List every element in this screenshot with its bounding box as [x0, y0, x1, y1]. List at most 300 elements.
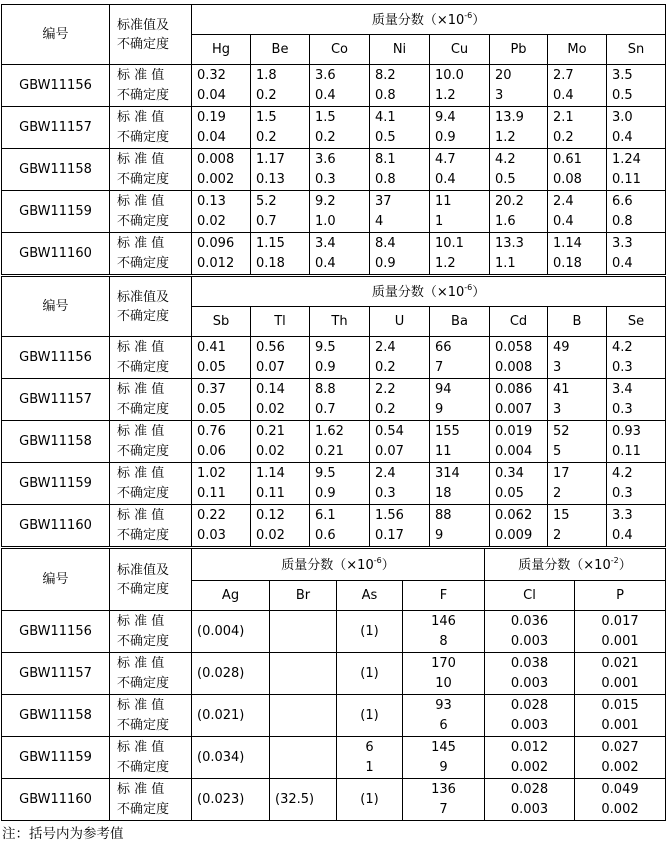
uncertainty-value: 0.002 [601, 759, 639, 775]
sample-id: GBW11159 [2, 463, 110, 505]
value-cell [430, 337, 490, 379]
uncertainty-label: 不确定度 [117, 527, 170, 543]
ag-value: (0.034) [192, 737, 270, 779]
std-value: 0.012 [510, 739, 549, 755]
std-value: 15 [553, 507, 570, 523]
table-row [2, 611, 666, 653]
std-value: 0.37 [197, 381, 226, 397]
uncertainty-label: 不确定度 [117, 255, 170, 271]
element-header: Cl [485, 581, 575, 611]
uncertainty-value: 0.02 [256, 527, 285, 543]
uncertainty-value: 9 [435, 401, 444, 417]
uncertainty-value: 0.7 [315, 401, 336, 417]
table-row [2, 505, 666, 547]
value-cell [370, 505, 430, 547]
element-header: As [337, 581, 403, 611]
value-cell [607, 463, 666, 505]
std-value: 37 [375, 193, 392, 209]
value-cell [192, 463, 251, 505]
uncertainty-value: 0.003 [510, 801, 549, 817]
uncertainty-value: 0.2 [315, 129, 336, 145]
uncertainty-label: 不确定度 [117, 171, 170, 187]
std-value: 4.1 [375, 109, 396, 125]
uncertainty-value: 0.05 [197, 401, 226, 417]
value-cell [310, 463, 370, 505]
uncertainty-label: 不确定度 [117, 633, 170, 649]
std-value: 13.9 [495, 109, 524, 125]
uncertainty-value: 1 [435, 213, 444, 229]
std-value: 94 [435, 381, 452, 397]
std-value: 145 [431, 739, 456, 755]
br-value [270, 653, 337, 695]
sample-id: GBW11158 [2, 421, 110, 463]
std-value: 4.2 [612, 339, 633, 355]
value-cell [251, 421, 310, 463]
as-value-cell [337, 695, 403, 737]
sample-id: GBW11156 [2, 611, 110, 653]
std-value: 136 [431, 781, 456, 797]
sample-id: GBW11157 [2, 379, 110, 421]
uncertainty-value: 1.1 [495, 255, 516, 271]
uncertainty-value: 0.4 [612, 129, 633, 145]
uncertainty-value: 0.11 [612, 443, 641, 459]
cl-value-cell [485, 653, 575, 695]
table-1-body [2, 65, 666, 275]
uncertainty-value: 0.8 [612, 213, 633, 229]
value-cell [310, 233, 370, 275]
sample-id: GBW11156 [2, 65, 110, 107]
id-column-header: 编号 [2, 5, 110, 65]
std-value: 3.3 [612, 235, 633, 251]
value-cell [430, 421, 490, 463]
uncertainty-value: 0.08 [553, 171, 582, 187]
uncertainty-value: 0.002 [510, 759, 549, 775]
std-unc-label [110, 505, 192, 547]
value-cell [370, 379, 430, 421]
as-value-cell [337, 779, 403, 821]
id-column-header: 编号 [2, 549, 110, 611]
element-table-3 [1, 548, 666, 821]
uncertainty-value: 0.001 [601, 717, 639, 733]
uncertainty-value: 0.17 [375, 527, 404, 543]
std-value-label: 标 准 值 [117, 67, 165, 83]
uncertainty-value: 0.3 [612, 485, 633, 501]
std-value: 1.62 [315, 423, 344, 439]
uncertainty-value: 0.007 [495, 401, 533, 417]
uncertainty-value: 0.8 [375, 87, 396, 103]
uncertainty-label: 不确定度 [117, 675, 170, 691]
std-value: 0.13 [197, 193, 226, 209]
std-value: 11 [435, 193, 452, 209]
std-value: 2.4 [553, 193, 574, 209]
uncertainty-value: 0.4 [553, 213, 574, 229]
uncertainty-value: 0.18 [256, 255, 285, 271]
uncertainty-value: 0.003 [510, 633, 549, 649]
std-value: 1.56 [375, 507, 404, 523]
std-value-label: 标 准 值 [117, 109, 165, 125]
uncertainty-value: 0.9 [375, 255, 396, 271]
uncertainty-value: 1.2 [435, 87, 456, 103]
element-header: Mo [548, 35, 607, 65]
element-header: Ba [430, 307, 490, 337]
std-value: 0.19 [197, 109, 226, 125]
as-value-cell [337, 611, 403, 653]
value-cell [548, 463, 607, 505]
sample-id: GBW11160 [2, 233, 110, 275]
uncertainty-value: 0.002 [197, 171, 235, 187]
uncertainty-value: 0.002 [601, 801, 639, 817]
std-value: 3.6 [315, 151, 336, 167]
std-value: 4.2 [495, 151, 516, 167]
uncertainty-value: 9 [439, 759, 448, 775]
table-row [2, 695, 666, 737]
element-table-2 [1, 276, 666, 547]
std-value: 0.028 [510, 697, 549, 713]
std-value: 0.41 [197, 339, 226, 355]
uncertainty-value: 0.11 [612, 171, 641, 187]
as-std-value: 6 [365, 739, 374, 755]
std-value: 6.1 [315, 507, 336, 523]
std-value: 0.058 [495, 339, 533, 355]
value-cell [192, 379, 251, 421]
std-value: 1.5 [256, 109, 277, 125]
std-value: 0.019 [495, 423, 533, 439]
sample-id: GBW11158 [2, 695, 110, 737]
element-header: Cu [430, 35, 490, 65]
std-value: 0.56 [256, 339, 285, 355]
std-value: 2.1 [553, 109, 574, 125]
value-cell [548, 379, 607, 421]
std-unc-column-header: 标准值及 不确定度 [110, 549, 192, 611]
uncertainty-value: 0.003 [510, 717, 549, 733]
uncertainty-label: 不确定度 [117, 717, 170, 733]
std-unc-label [110, 653, 192, 695]
element-header: P [575, 581, 666, 611]
cl-value-cell [485, 695, 575, 737]
std-value: 9.4 [435, 109, 456, 125]
element-header: Co [310, 35, 370, 65]
uncertainty-value: 4 [375, 213, 384, 229]
uncertainty-value: 0.4 [612, 527, 633, 543]
value-cell [370, 107, 430, 149]
std-value: 8.2 [375, 67, 396, 83]
std-value: 66 [435, 339, 452, 355]
std-value: 2.7 [553, 67, 574, 83]
value-cell [490, 191, 548, 233]
uncertainty-value: 0.5 [375, 129, 396, 145]
br-value [270, 611, 337, 653]
value-cell [192, 233, 251, 275]
std-value: 170 [431, 655, 456, 671]
std-value: 13.3 [495, 235, 524, 251]
as-value: (1) [360, 707, 379, 723]
std-value: 0.34 [495, 465, 524, 481]
uncertainty-label: 不确定度 [117, 485, 170, 501]
table-row [2, 107, 666, 149]
std-value: 0.027 [601, 739, 639, 755]
uncertainty-value: 0.8 [375, 171, 396, 187]
value-cell [607, 65, 666, 107]
std-value: 0.038 [510, 655, 549, 671]
element-header: Ag [192, 581, 270, 611]
std-unc-label [110, 233, 192, 275]
std-value: 1.8 [256, 67, 277, 83]
uncertainty-value: 0.07 [256, 359, 285, 375]
value-cell [490, 463, 548, 505]
uncertainty-value: 0.004 [495, 443, 533, 459]
std-value: 4.2 [612, 465, 633, 481]
uncertainty-value: 0.3 [612, 359, 633, 375]
table-row [2, 337, 666, 379]
std-value: 0.036 [510, 613, 549, 629]
value-cell [607, 107, 666, 149]
value-cell [607, 233, 666, 275]
std-value: 20 [495, 67, 512, 83]
value-cell [370, 233, 430, 275]
p-value-cell [575, 695, 666, 737]
uncertainty-value: 0.13 [256, 171, 285, 187]
std-value-label: 标 准 值 [117, 151, 165, 167]
uncertainty-value: 0.2 [256, 129, 277, 145]
value-cell [548, 421, 607, 463]
footnote: 注：括号内为参考值 [2, 826, 124, 842]
std-value: 1.5 [315, 109, 336, 125]
value-cell [490, 107, 548, 149]
value-cell [192, 107, 251, 149]
uncertainty-value: 0.05 [197, 359, 226, 375]
value-cell [430, 233, 490, 275]
std-value: 0.008 [197, 151, 235, 167]
std-value-label: 标 准 值 [117, 781, 165, 797]
std-value: 0.12 [256, 507, 285, 523]
ag-value: (0.028) [192, 653, 270, 695]
uncertainty-value: 5 [553, 443, 562, 459]
uncertainty-value: 0.9 [315, 359, 336, 375]
uncertainty-value: 0.001 [601, 633, 639, 649]
sample-id: GBW11160 [2, 779, 110, 821]
value-cell [548, 107, 607, 149]
std-value: 2.4 [375, 339, 396, 355]
table-row [2, 379, 666, 421]
uncertainty-value: 3 [553, 359, 562, 375]
std-value: 41 [553, 381, 570, 397]
value-cell [548, 191, 607, 233]
std-value: 2.4 [375, 465, 396, 481]
element-header: Th [310, 307, 370, 337]
value-cell [548, 65, 607, 107]
std-value: 0.049 [601, 781, 639, 797]
std-value: 0.017 [601, 613, 639, 629]
value-cell [192, 191, 251, 233]
std-value: 9.5 [315, 339, 336, 355]
value-cell [490, 379, 548, 421]
element-header: Br [270, 581, 337, 611]
uncertainty-value: 7 [435, 359, 444, 375]
mass-fraction-header-percent: 质量分数$(\times 10^{-2})$ [485, 549, 666, 581]
std-value: 0.062 [495, 507, 533, 523]
uncertainty-value: 0.2 [375, 401, 396, 417]
value-cell [370, 421, 430, 463]
uncertainty-value: 7 [439, 801, 448, 817]
std-unc-label [110, 65, 192, 107]
value-cell [192, 421, 251, 463]
std-value-label: 标 准 值 [117, 423, 165, 439]
value-cell [490, 233, 548, 275]
br-value: (32.5) [270, 779, 337, 821]
uncertainty-value: 0.11 [256, 485, 285, 501]
sample-id: GBW11159 [2, 191, 110, 233]
uncertainty-value: 2 [553, 527, 562, 543]
value-cell [370, 65, 430, 107]
uncertainty-value: 0.2 [256, 87, 277, 103]
uncertainty-value: 0.4 [612, 255, 633, 271]
value-cell [192, 337, 251, 379]
element-header: Hg [192, 35, 251, 65]
mass-fraction-header-ppm: 质量分数$(\times 10^{-6})$ [192, 549, 485, 581]
std-value: 0.14 [256, 381, 285, 397]
value-cell [607, 149, 666, 191]
std-value: 1.15 [256, 235, 285, 251]
value-cell [370, 149, 430, 191]
value-cell [430, 505, 490, 547]
uncertainty-value: 1.2 [495, 129, 516, 145]
sample-id: GBW11157 [2, 653, 110, 695]
element-table-1 [1, 4, 666, 275]
mass-fraction-header: 质量分数$(\times 10^{-6})$ [192, 277, 666, 307]
value-cell [251, 233, 310, 275]
value-cell [370, 463, 430, 505]
element-header: Ni [370, 35, 430, 65]
p-value-cell [575, 779, 666, 821]
std-value: 17 [553, 465, 570, 481]
uncertainty-value: 0.02 [256, 443, 285, 459]
std-unc-label [110, 463, 192, 505]
uncertainty-value: 1.0 [315, 213, 336, 229]
value-cell [251, 337, 310, 379]
std-value: 0.22 [197, 507, 226, 523]
table-row [2, 653, 666, 695]
as-value-cell [337, 737, 403, 779]
std-unc-label [110, 191, 192, 233]
value-cell [490, 337, 548, 379]
std-value: 93 [435, 697, 452, 713]
std-value: 8.8 [315, 381, 336, 397]
element-header: Sb [192, 307, 251, 337]
sample-id: GBW11158 [2, 149, 110, 191]
table-row [2, 737, 666, 779]
value-cell [548, 233, 607, 275]
value-cell [430, 107, 490, 149]
std-value-label: 标 准 值 [117, 655, 165, 671]
table-row [2, 233, 666, 275]
uncertainty-value: 0.18 [553, 255, 582, 271]
value-cell [607, 421, 666, 463]
table-row [2, 779, 666, 821]
uncertainty-label: 不确定度 [117, 401, 170, 417]
p-value-cell [575, 737, 666, 779]
element-header: Tl [251, 307, 310, 337]
std-unc-label [110, 107, 192, 149]
value-cell [251, 463, 310, 505]
value-cell [192, 149, 251, 191]
uncertainty-value: 11 [435, 443, 452, 459]
uncertainty-value: 0.11 [197, 485, 226, 501]
value-cell [251, 379, 310, 421]
table-row [2, 149, 666, 191]
std-value-label: 标 准 值 [117, 613, 165, 629]
uncertainty-value: 2 [553, 485, 562, 501]
element-header: Pb [490, 35, 548, 65]
value-cell [548, 149, 607, 191]
uncertainty-label: 不确定度 [117, 129, 170, 145]
uncertainty-value: 0.009 [495, 527, 533, 543]
uncertainty-value: 0.21 [315, 443, 344, 459]
sample-id: GBW11157 [2, 107, 110, 149]
value-cell [310, 107, 370, 149]
sample-id: GBW11159 [2, 737, 110, 779]
std-value-label: 标 准 值 [117, 339, 165, 355]
value-cell [192, 65, 251, 107]
uncertainty-label: 不确定度 [117, 359, 170, 375]
as-value: (1) [360, 665, 379, 681]
value-cell [310, 149, 370, 191]
std-value: 6.6 [612, 193, 633, 209]
id-column-header: 编号 [2, 277, 110, 337]
as-value: (1) [360, 623, 379, 639]
uncertainty-value: 0.012 [197, 255, 235, 271]
uncertainty-value: 18 [435, 485, 452, 501]
std-unc-label [110, 149, 192, 191]
uncertainty-value: 0.4 [553, 87, 574, 103]
std-value: 1.14 [256, 465, 285, 481]
std-value: 0.028 [510, 781, 549, 797]
cl-value-cell [485, 737, 575, 779]
uncertainty-value: 0.4 [435, 171, 456, 187]
std-unc-label [110, 337, 192, 379]
std-value: 8.1 [375, 151, 396, 167]
uncertainty-value: 0.02 [256, 401, 285, 417]
uncertainty-value: 0.04 [197, 87, 226, 103]
p-value-cell [575, 653, 666, 695]
value-cell [251, 107, 310, 149]
value-cell [310, 337, 370, 379]
value-cell [430, 149, 490, 191]
std-value-label: 标 准 值 [117, 465, 165, 481]
uncertainty-value: 9 [435, 527, 444, 543]
value-cell [430, 379, 490, 421]
std-unc-label [110, 737, 192, 779]
value-cell [310, 379, 370, 421]
ag-value: (0.021) [192, 695, 270, 737]
value-cell [490, 421, 548, 463]
f-value-cell [403, 611, 485, 653]
std-unc-column-header: 标准值及 不确定度 [110, 277, 192, 337]
std-value: 0.61 [553, 151, 582, 167]
std-value: 1.02 [197, 465, 226, 481]
std-value: 3.4 [315, 235, 336, 251]
value-cell [251, 191, 310, 233]
std-unc-label [110, 421, 192, 463]
uncertainty-label: 不确定度 [117, 759, 170, 775]
value-cell [310, 421, 370, 463]
uncertainty-value: 0.3 [315, 171, 336, 187]
std-value: 10.1 [435, 235, 464, 251]
uncertainty-value: 0.2 [553, 129, 574, 145]
sample-id: GBW11160 [2, 505, 110, 547]
std-value: 0.76 [197, 423, 226, 439]
value-cell [310, 65, 370, 107]
f-value-cell [403, 779, 485, 821]
